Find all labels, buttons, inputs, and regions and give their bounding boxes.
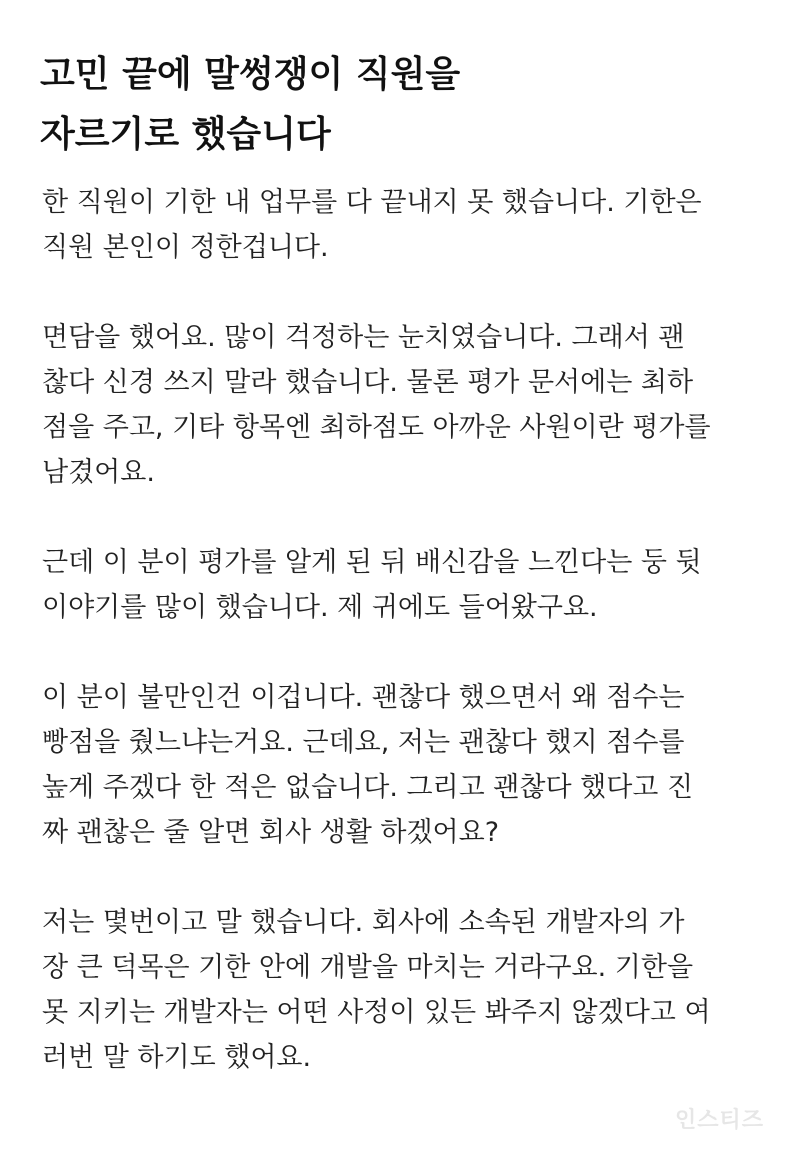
text-line: 남겼어요. bbox=[42, 457, 155, 488]
text-line: 찮다 신경 쓰지 말라 했습니다. 물론 평가 문서에는 최하 bbox=[42, 367, 694, 398]
text-line: 이야기를 많이 했습니다. 제 귀에도 들어왔구요. bbox=[42, 592, 598, 623]
text-line: 면담을 했어요. 많이 걱정하는 눈치였습니다. 그래서 괜 bbox=[42, 322, 685, 353]
paragraph-2 bbox=[42, 315, 772, 495]
paragraph-1 bbox=[42, 180, 772, 270]
text-line: 한 직원이 기한 내 업무를 다 끝내지 못 했습니다. 기한은 bbox=[42, 187, 702, 218]
text-line: 저는 몇번이고 말 했습니다. 회사에 소속된 개발자의 가 bbox=[42, 907, 685, 938]
text-line: 근데 이 분이 평가를 알게 된 뒤 배신감을 느낀다는 둥 뒷 bbox=[42, 547, 702, 578]
text-line: 짜 괜찮은 줄 알면 회사 생활 하겠어요? bbox=[42, 817, 500, 848]
text-line: 빵점을 줬느냐는거요. 근데요, 저는 괜찮다 했지 점수를 bbox=[42, 727, 685, 758]
paragraph-5 bbox=[42, 900, 772, 1080]
paragraph-3 bbox=[42, 540, 772, 630]
text-line: 높게 주겠다 한 적은 없습니다. 그리고 괜찮다 했다고 진 bbox=[42, 772, 694, 803]
text-line: 장 큰 덕목은 기한 안에 개발을 마치는 거라구요. 기한을 bbox=[42, 952, 694, 983]
watermark-logo: 인스티즈 bbox=[674, 1108, 764, 1133]
title-line: 자르기로 했습니다 bbox=[40, 114, 331, 155]
article-body bbox=[42, 180, 772, 1125]
article-title bbox=[40, 45, 760, 165]
title-line: 고민 끝에 말썽쟁이 직원을 bbox=[40, 54, 461, 95]
text-line: 러번 말 하기도 했어요. bbox=[42, 1042, 312, 1073]
paragraph-4 bbox=[42, 675, 772, 855]
text-line: 못 지키는 개발자는 어떤 사정이 있든 봐주지 않겠다고 여 bbox=[42, 997, 711, 1028]
text-line: 점을 주고, 기타 항목엔 최하점도 아까운 사원이란 평가를 bbox=[42, 412, 711, 443]
text-line: 직원 본인이 정한겁니다. bbox=[42, 232, 329, 263]
text-line: 이 분이 불만인건 이겁니다. 괜찮다 했으면서 왜 점수는 bbox=[42, 682, 685, 713]
